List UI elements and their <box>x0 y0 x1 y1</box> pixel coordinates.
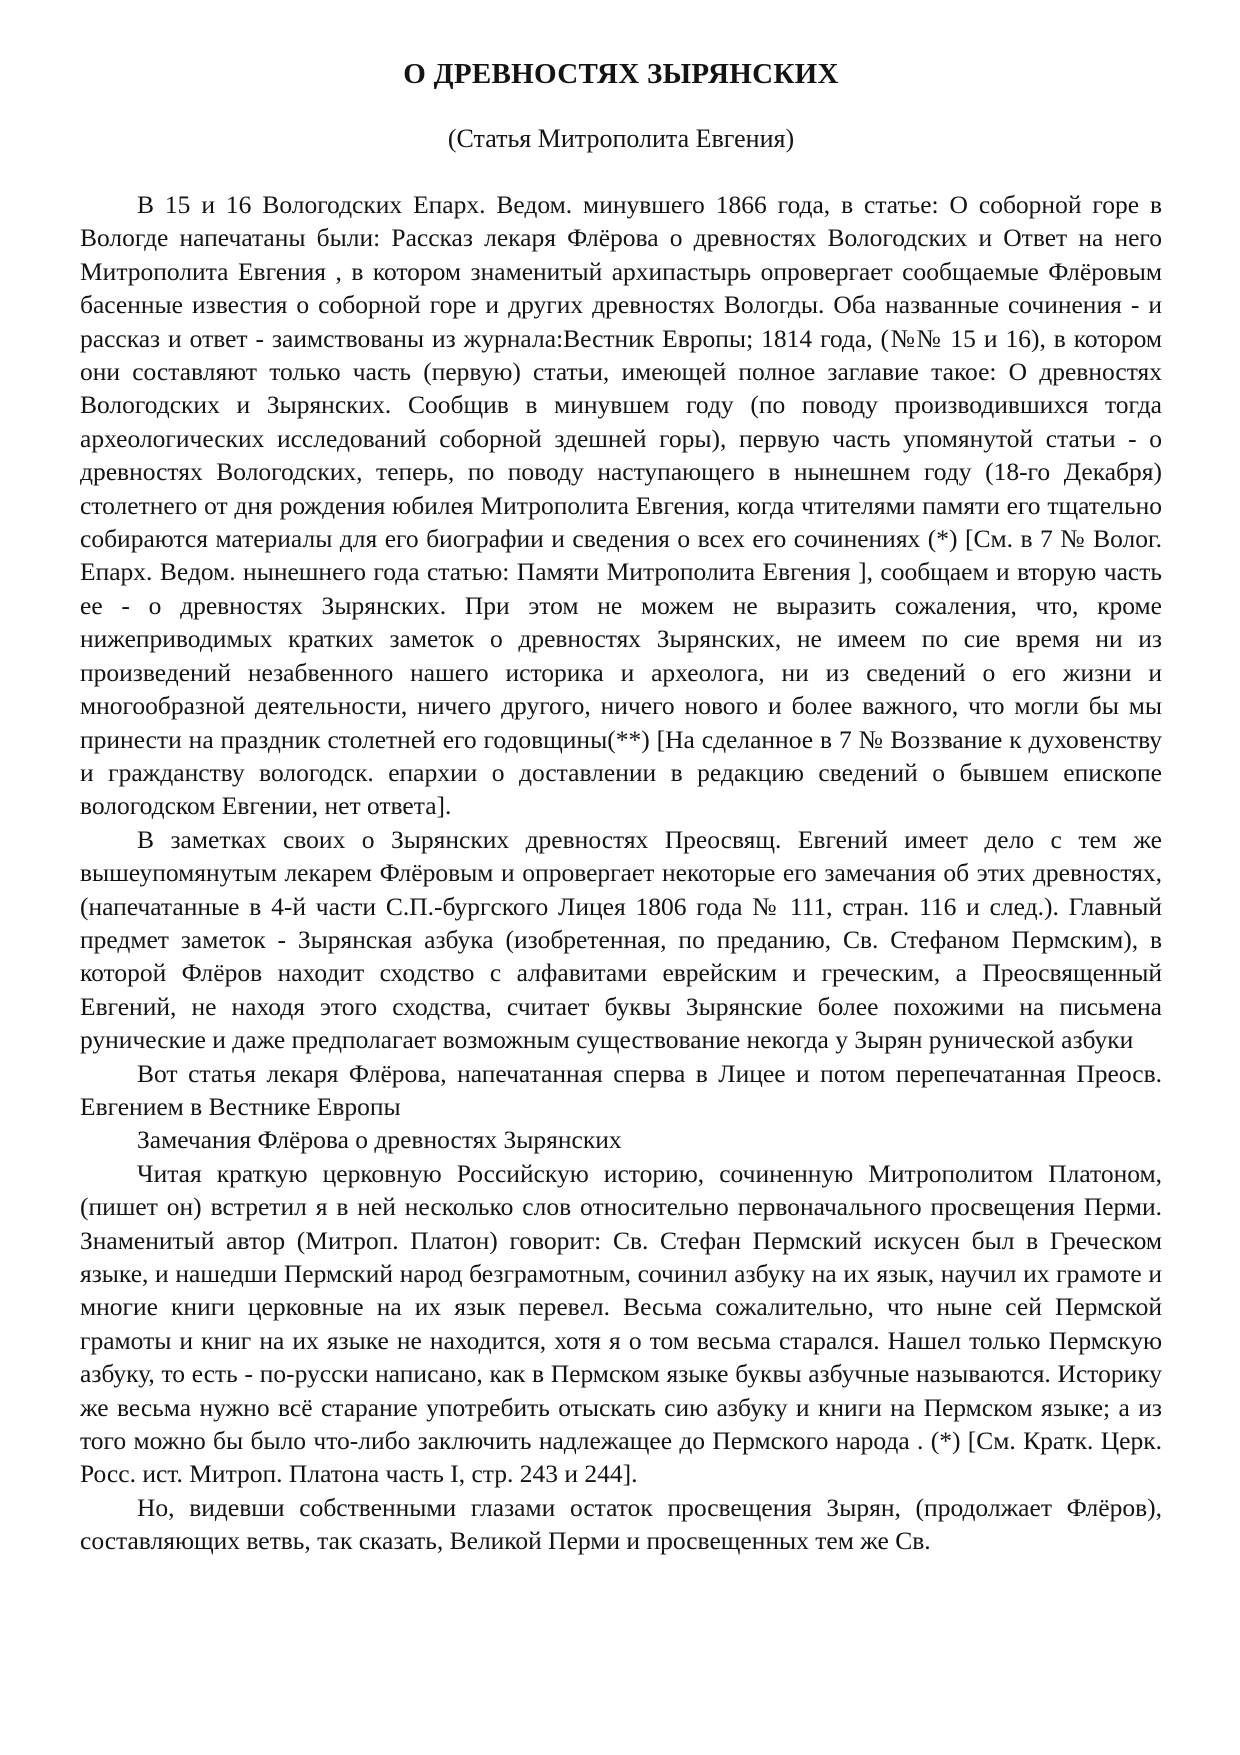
paragraph-article-lead-in: Вот статья лекаря Флёрова, напечатанная сперва в Лицее и потом перепечатанная Преосв. Евгением в Вестнике Европы <box>80 1058 1162 1121</box>
document-body <box>80 188 1162 1558</box>
paragraph-intro: В 15 и 16 Вологодских Епарх. Ведом. минувшего 1866 года, в статье: О соборной горе в Вологде напечатаны были: Рассказ лекаря Флёрова о древностях Вологодских и Ответ на него Митрополита Евгения , в котором знаменитый архипастырь опровергает сообщаемые Флёровым басенные известия о соборной горе и других древностях Вологды. Оба названные сочинения - и рассказ и ответ - заимствованы из журнала:Вестник Европы; 1814 года, (№№ 15 и 16), в котором они составляют только часть (первую) статьи, имеющей полное заглавие такое: О древностях Вологодских и Зырянских. Сообщив в минувшем году (по поводу производившихся тогда археологических исследований соборной здешней горы), первую часть упомянутой статьи - о древностях Вологодских, теперь, по поводу наступающего в нынешнем году (18-го Декабря) столетнего от дня рождения юбилея Митрополита Евгения, когда чтителями памяти его тщательно собираются материалы для его биографии и сведения о всех его сочинениях (*) [См. в 7 № Волог. Епарх. Ведом. нынешнего года статью: Памяти Митрополита Евгения ], сообщаем и вторую часть ее - о древностях Зырянских. При этом не можем не выразить сожаления, что, кроме нижеприводимых кратких заметок о древностях Зырянских, не имеем по сие время ни из произведений незабвенного нашего историка и археолога, ни из сведений о его жизни и многообразной деятельности, ничего другого, ничего нового и более важного, что могли бы мы принести на праздник столетней его годовщины(**) [На сделанное в 7 № Воззвание к духовенству и гражданству вологодск. епархии о доставлении в редакцию сведений о бывшем епископе вологодском Евгении, нет ответа]. <box>80 190 1162 821</box>
document-subtitle: (Статья Митрополита Евгения) <box>447 124 795 153</box>
paragraph-flerov-heading: Замечания Флёрова о древностях Зырянских <box>137 1125 622 1155</box>
paragraph-notes-overview: В заметках своих о Зырянских древностях Преосвящ. Евгений имеет дело с тем же вышеупомянутым лекарем Флёровым и опровергает некоторые его замечания об этих древностях, (напечатанные в 4-й части С.П.-бургского Лицея 1806 года № 111, стран. 116 и след.). Главный предмет заметок - Зырянская азбука (изобретенная, по преданию, Св. Стефаном Пермским), в которой Флёров находит сходство с алфавитами еврейским и греческим, а Преосвященный Евгений, не находя этого сходства, считает буквы Зырянские более похожими на письмена рунические и даже предполагает возможным существование некогда у Зырян рунической азбуки <box>80 824 1162 1055</box>
document-title: О ДРЕВНОСТЯХ ЗЫРЯНСКИХ <box>403 58 839 90</box>
paragraph-flerov-continuation: Но, видевши собственными глазами остаток просвещения Зырян, (продолжает Флёров), составляющих ветвь, так сказать, Великой Перми и просвещенных тем же Св. <box>80 1492 1162 1556</box>
paragraph-flerov-text: Читая краткую церковную Российскую историю, сочиненную Митрополитом Платоном, (пишет он) встретил я в ней несколько слов относительно первоначального просвещения Перми. Знаменитый автор (Митроп. Платон) говорит: Св. Стефан Пермский искусен был в Греческом языке, и нашедши Пермский народ безграмотным, сочинил азбуку на их язык, научил их грамоте и многие книги церковные на их язык перевел. Весьма сожалительно, что ныне сей Пермской грамоты и книг на их языке не находится, хотя я о том весьма старался. Нашел только Пермскую азбуку, то есть - по-русски написано, как в Пермском языке буквы азбучные называются. Историку же весьма нужно всё старание употребить отыскать сию азбуку и книги на Пермском языке; а из того можно бы было что-либо заключить надлежащее до Пермского народа . (*) [См. Кратк. Церк. Росс. ист. Митроп. Платона часть I, стр. 243 и 244]. <box>80 1158 1162 1489</box>
